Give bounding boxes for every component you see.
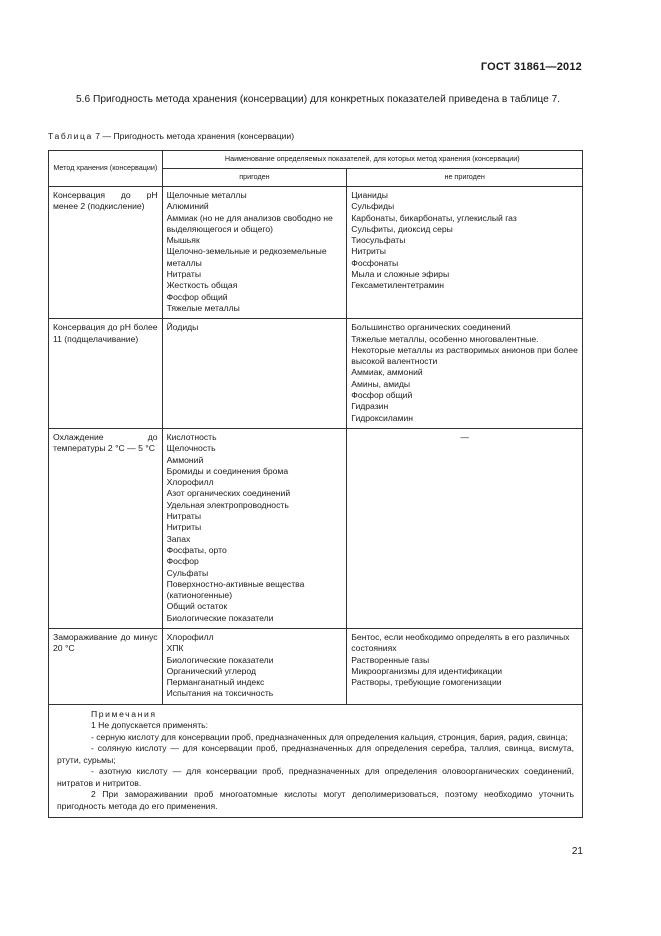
table-header-row xyxy=(49,151,583,169)
notes-cell xyxy=(49,704,583,818)
list-item: Щелочность xyxy=(166,443,216,454)
note-1: 1 Не допускается применять: xyxy=(91,720,209,731)
list-item: Тяжелые металлы xyxy=(166,302,240,313)
method-cell: Замораживание до минус 20 °C xyxy=(49,628,163,704)
table-caption-text: 7 — Пригодность метода хранения (консервации) xyxy=(92,131,295,141)
list-item: Фосфор общий xyxy=(166,291,228,302)
table-row xyxy=(49,428,583,628)
list-item: Фосфор xyxy=(166,556,199,567)
list-item: Некоторые металлы из растворимых анионов при более высокой валентности xyxy=(351,344,578,367)
unsuitable-cell xyxy=(347,428,583,628)
method-cell: Консервация до pH менее 2 (подкисление) xyxy=(49,187,163,319)
header-method: Метод хранения (консервации) xyxy=(49,151,163,187)
table-row xyxy=(49,319,583,429)
list-item: Гидроксиламин xyxy=(351,412,414,423)
list-item: Нитраты xyxy=(166,511,202,522)
list-item: Хлорофилл xyxy=(166,477,214,488)
list-item: Щелочно-земельные и редкоземельные металлы xyxy=(166,246,327,268)
list-item: Удельная электропроводность xyxy=(166,499,289,510)
list-item: Аммиак, аммоний xyxy=(351,367,423,378)
notes-title: Примечания xyxy=(91,708,157,719)
list-item: Фосфонаты xyxy=(351,257,399,268)
list-item: Жесткость общая xyxy=(166,280,238,291)
list-item: Тяжелые металлы, особенно многовалентные. xyxy=(351,333,539,344)
table-row xyxy=(49,628,583,704)
table-caption xyxy=(48,131,294,141)
list-item: Тиосульфаты xyxy=(351,235,406,246)
header-suitable: пригоден xyxy=(162,169,347,187)
list-item: Бентос, если необходимо определять в его различных состояниях xyxy=(351,631,570,654)
list-item: Микроорганизмы для идентификации xyxy=(351,665,503,676)
list-item: Общий остаток xyxy=(166,601,228,612)
list-item: Кислотность xyxy=(166,431,217,442)
list-item: Большинство органических соединений xyxy=(351,322,511,333)
list-item: Гидразин xyxy=(351,401,389,412)
list-item: Растворенные газы xyxy=(351,654,430,665)
list-item: Бромиды и соединения брома xyxy=(166,465,289,476)
note-1a: - серную кислоту для консервации проб, предназначенных для определения кальция, стронция, бария, радия, свинца; xyxy=(91,731,568,742)
list-item: Испытания на токсичность xyxy=(166,688,274,699)
document-code: ГОСТ 31861—2012 xyxy=(480,61,582,73)
note-1b: - соляную кислоту — для консервации проб, предназначенных для определения серебра, таллия, свинца, висмута, ртути, сурьмы; xyxy=(57,743,574,765)
list-item: Биологические показатели xyxy=(166,612,274,623)
list-item: — xyxy=(460,431,469,442)
suitable-cell xyxy=(162,628,347,704)
list-item: Аммоний xyxy=(166,454,204,465)
preservation-table xyxy=(48,150,583,818)
list-item: Нитриты xyxy=(351,246,386,257)
list-item: Аммиак (но не для анализов свободно не выделяющегося и общего) xyxy=(166,212,333,234)
list-item: Йодиды xyxy=(166,322,199,333)
list-item: ХПК xyxy=(166,643,184,654)
list-item: Цианиды xyxy=(351,190,388,200)
list-item: Поверхностно-активные вещества (катионогенные) xyxy=(166,578,305,601)
suitable-cell xyxy=(162,319,347,429)
header-unsuitable: не пригоден xyxy=(347,169,583,187)
method-cell: Консервация до pH более 11 (подщелачивание) xyxy=(49,319,163,429)
list-item: Алюминий xyxy=(166,201,209,212)
list-item: Хлорофилл xyxy=(166,631,214,642)
list-item: Амины, амиды xyxy=(351,378,411,389)
intro-paragraph: 5.6 Пригодность метода хранения (консервации) для конкретных показателей приведена в таблице 7. xyxy=(76,94,561,105)
list-item: Нитриты xyxy=(166,522,202,533)
list-item: Биологические показатели xyxy=(166,654,274,665)
list-item: Фосфаты, орто xyxy=(166,544,227,555)
unsuitable-cell xyxy=(347,319,583,429)
list-item: Запах xyxy=(166,533,191,544)
table-caption-prefix: Таблица xyxy=(48,131,93,141)
list-item: Нитраты xyxy=(166,269,202,280)
list-item: Фосфор общий xyxy=(351,390,413,401)
notes-row xyxy=(49,704,583,818)
unsuitable-cell xyxy=(347,628,583,704)
note-2: 2 При замораживании проб многоатомные кислоты могут деполимеризоваться, поэтому необходимо уточнить пригодность метода до его применения. xyxy=(57,789,574,811)
list-item: Сульфиды xyxy=(351,201,395,212)
list-item: Органический углерод xyxy=(166,665,257,676)
list-item: Мышьяк xyxy=(166,235,200,246)
list-item: Азот органических соединений xyxy=(166,488,291,499)
list-item: Мыла и сложные эфиры xyxy=(351,269,450,280)
list-item: Сульфаты xyxy=(166,567,209,578)
list-item: Перманганатный индекс xyxy=(166,677,265,688)
note-1c: - азотную кислоту — для консервации проб, предназначенных для определения оловоорганических соединений, нитратов и нитритов. xyxy=(57,766,574,788)
header-group: Наименование определяемых показателей, для которых метод хранения (консервации) xyxy=(162,151,582,169)
list-item: Растворы, требующие гомогенизации xyxy=(351,677,502,688)
list-item: Гексаметилентетрамин xyxy=(351,280,445,291)
suitable-cell xyxy=(162,187,347,319)
suitable-cell xyxy=(162,428,347,628)
method-cell: Охлаждение до температуры 2 °C — 5 °C xyxy=(49,428,163,628)
unsuitable-cell xyxy=(347,187,583,319)
table-row xyxy=(49,187,583,319)
page-number: 21 xyxy=(571,846,583,857)
list-item: Сульфиты, диоксид серы xyxy=(351,223,453,234)
list-item: Карбонаты, бикарбонаты, углекислый газ xyxy=(351,212,517,223)
list-item: Щелочные металлы xyxy=(166,190,247,200)
